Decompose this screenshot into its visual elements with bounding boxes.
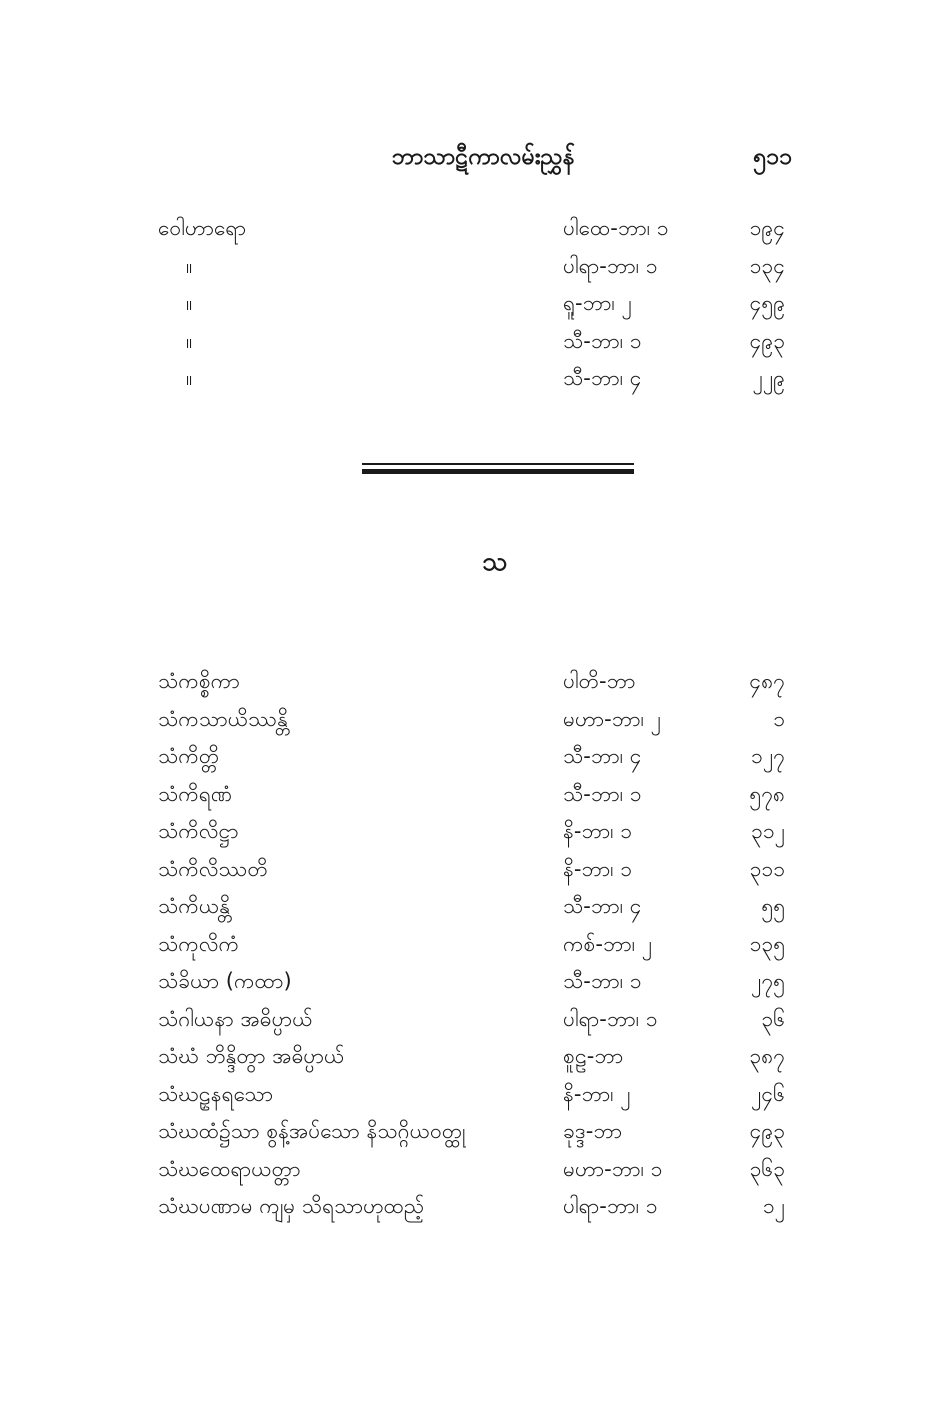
list-item <box>0 210 940 248</box>
entry-term: သံကသာယိဿန္တိ <box>158 706 288 731</box>
section-entries-list <box>0 663 940 1226</box>
page-header-title: ဘာသာဋီကာလမ်းညွှန် <box>392 144 575 170</box>
entry-reference: ပါရာ-ဘာ၊ ၁ <box>563 1006 658 1031</box>
page-number: ၅၁၁ <box>753 144 792 170</box>
section-heading-letter: သ <box>482 547 508 577</box>
entry-reference: နိ-ဘာ၊ ၁ <box>563 856 633 881</box>
entry-reference: စူဠ-ဘာ <box>563 1044 624 1068</box>
entry-term: သံဃထံ၌သာ စွန့်အပ်သော နိသဂ္ဂိယဝတ္ထု <box>158 1119 466 1143</box>
entry-term: သံကိလိဿတိ <box>158 856 268 881</box>
list-item <box>0 776 940 814</box>
entry-reference: ကစ်-ဘာ၊ ၂ <box>563 931 653 956</box>
entry-term: သံကစ္စိကာ <box>158 669 240 693</box>
list-item <box>0 738 940 776</box>
section-divider <box>362 463 634 474</box>
list-item <box>0 248 940 286</box>
list-item <box>0 1001 940 1039</box>
entry-reference: ပါရာ-ဘာ၊ ၁ <box>563 253 658 278</box>
entry-page-number: ၄၅၉ <box>749 291 785 315</box>
entry-term: သံဃပဏာမ ကျမှ သိရသာဟုထည့် <box>158 1194 425 1218</box>
list-item <box>0 663 940 701</box>
entry-reference: ပါရာ-ဘာ၊ ၁ <box>563 1194 658 1218</box>
list-item <box>0 701 940 739</box>
entry-page-number: ၁၂၇ <box>751 744 785 768</box>
entry-reference: သီ-ဘာ၊ ၄ <box>563 366 642 390</box>
entry-page-number: ၃၆၃ <box>749 1156 785 1181</box>
entry-page-number: ၁၉၄ <box>749 216 785 240</box>
list-item <box>0 1151 940 1189</box>
entry-reference: ပါထေ-ဘာ၊ ၁ <box>563 216 669 240</box>
entry-reference: မဟာ-ဘာ၊ ၁ <box>563 1156 663 1181</box>
entry-page-number: ၁၂ <box>762 1194 785 1218</box>
entry-page-number: ၂၇၅ <box>751 969 785 993</box>
entry-reference: မဟာ-ဘာ၊ ၂ <box>563 706 661 731</box>
entry-reference: ခုဒ္ဒ-ဘာ <box>563 1119 623 1143</box>
entry-page-number: ၅၅ <box>761 894 785 918</box>
entry-reference: သီ-ဘာ၊ ၄ <box>563 894 642 918</box>
top-entries-list <box>0 210 940 398</box>
entry-ditto-mark: ။ <box>186 253 193 278</box>
entry-term: သံကိလိဋ္ဌာ <box>158 819 239 843</box>
entry-term: သံကုလိကံ <box>158 931 240 956</box>
list-item <box>0 926 940 964</box>
list-item <box>0 888 940 926</box>
list-item <box>0 1076 940 1114</box>
entry-page-number: ၅၇၈ <box>749 781 785 806</box>
entry-page-number: ၃၆ <box>761 1006 785 1031</box>
entry-page-number: ၁၃၄ <box>749 253 785 278</box>
divider-thin-line <box>362 463 634 465</box>
entry-term: သံဃဠှနရသော <box>158 1081 274 1106</box>
entry-term: သံကိတ္တိ <box>158 744 220 768</box>
entry-ditto-mark: ။ <box>186 366 193 390</box>
entry-reference: သီ-ဘာ၊ ၁ <box>563 328 642 353</box>
entry-reference: ပါတိ-ဘာ <box>563 669 636 693</box>
entry-reference: နိ-ဘာ၊ ၂ <box>563 1081 631 1106</box>
entry-reference: သီ-ဘာ၊ ၁ <box>563 969 642 993</box>
entry-page-number: ၄၉၃ <box>749 1119 785 1143</box>
list-item <box>0 813 940 851</box>
entry-reference: ရူ-ဘာ၊ ၂ <box>563 291 632 315</box>
list-item <box>0 851 940 889</box>
list-item <box>0 1113 940 1151</box>
entry-page-number: ၄၉၃ <box>749 328 785 353</box>
entry-page-number: ၄၈၇ <box>749 669 785 693</box>
entry-ditto-mark: ။ <box>186 291 193 315</box>
entry-ditto-mark: ။ <box>186 328 193 353</box>
entry-term: ဝေါဟာရော <box>158 216 247 240</box>
list-item <box>0 360 940 398</box>
entry-page-number: ၂၄၆ <box>751 1081 785 1106</box>
entry-page-number: ၁၃၅ <box>749 931 785 956</box>
list-item <box>0 963 940 1001</box>
entry-term: သံကိယန္တိ <box>158 894 231 918</box>
entry-reference: သီ-ဘာ၊ ၁ <box>563 781 642 806</box>
entry-reference: နိ-ဘာ၊ ၁ <box>563 819 633 843</box>
entry-term: သံကိရဏံ <box>158 781 233 806</box>
entry-term: သံဂါယနာ အဓိပ္ပာယ် <box>158 1006 313 1031</box>
entry-page-number: ၃၁၁ <box>749 856 785 881</box>
list-item <box>0 323 940 361</box>
entry-page-number: ၃၁၂ <box>751 819 785 843</box>
entry-term: သံဃံ ဘိန္ဒိတွာ အဓိပ္ပာယ် <box>158 1044 345 1068</box>
list-item <box>0 1188 940 1226</box>
entry-page-number: ၁ <box>773 706 785 731</box>
list-item <box>0 1038 940 1076</box>
entry-term: သံခိယာ (ကထာ) <box>158 969 292 993</box>
entry-page-number: ၂၂၉ <box>752 366 785 390</box>
list-item <box>0 285 940 323</box>
entry-page-number: ၃၈၇ <box>749 1044 785 1068</box>
entry-term: သံဃထေရာယတ္တာ <box>158 1156 301 1181</box>
entry-reference: သီ-ဘာ၊ ၄ <box>563 744 642 768</box>
divider-thick-line <box>362 469 634 474</box>
